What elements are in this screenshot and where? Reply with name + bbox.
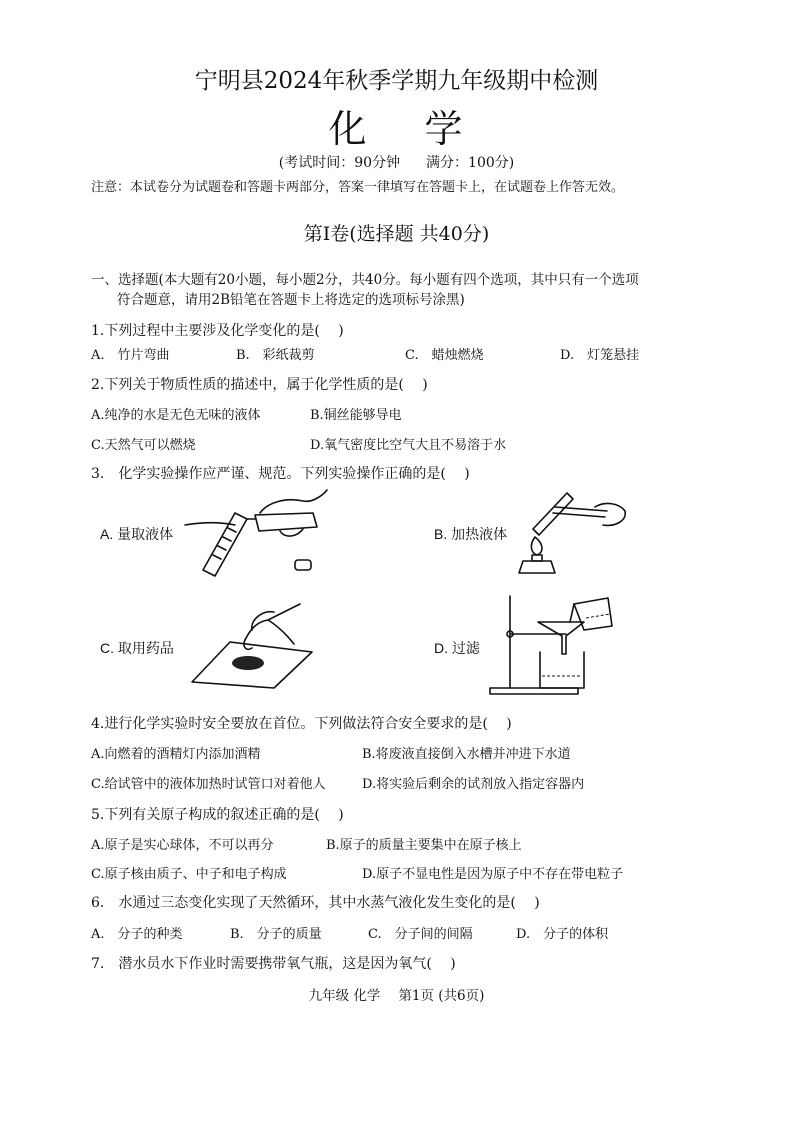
q4-option-b: B.将废液直接倒入水槽并冲进下水道: [362, 747, 571, 762]
footer-page-number: 第1页 (共6页): [398, 988, 485, 1004]
subject-char-2: 学: [424, 107, 465, 151]
figure-b-drawing: [515, 487, 635, 577]
section-instruction: [91, 270, 731, 310]
question-3-stem: 3. 化学实验操作应严谨、规范。下列实验操作正确的是( ): [91, 466, 470, 482]
q2-option-c: C.天然气可以燃烧: [91, 438, 196, 453]
q2-option-a: A.纯净的水是无色无味的液体: [91, 408, 261, 423]
q6-option-c: C. 分子间的间隔: [368, 927, 473, 942]
question-7-stem: 7. 潜水员水下作业时需要携带氧气瓶，这是因为氧气( ): [91, 956, 456, 972]
exam-title: 宁明县2024年秋季学期九年级期中检测: [194, 68, 599, 94]
q5-option-c: C.原子核由质子、中子和电子构成: [91, 867, 287, 882]
instruction-line-1: 一、选择题(本大题有20小题，每小题2分，共40分。每小题有四个选项，其中只有一个选项: [91, 272, 639, 288]
q1-option-c: C. 蜡烛燃烧: [405, 348, 484, 363]
exam-info: [0, 152, 793, 172]
q2-option-d: D.氧气密度比空气大且不易溶于水: [310, 438, 507, 453]
q1-option-a: A. 竹片弯曲: [91, 348, 170, 363]
q5-option-b: B.原子的质量主要集中在原子核上: [326, 838, 522, 853]
q4-option-c: C.给试管中的液体加热时试管口对着他人: [91, 777, 326, 792]
q5-option-a: A.原子是实心球体，不可以再分: [91, 838, 274, 853]
subject-title: [0, 98, 793, 153]
question-4-stem: 4.进行化学实验时安全要放在首位。下列做法符合安全要求的是( ): [91, 716, 512, 732]
question-6-stem: 6. 水通过三态变化实现了天然循环，其中水蒸气液化发生变化的是( ): [91, 895, 540, 911]
figure-d-label: D. 过滤: [434, 640, 480, 656]
section-title: 第Ⅰ卷(选择题 共40分): [303, 223, 490, 245]
q4-option-a: A.向燃着的酒精灯内添加酒精: [91, 747, 261, 762]
page-footer: [0, 984, 793, 1004]
q4-option-d: D.将实验后剩余的试剂放入指定容器内: [362, 777, 585, 792]
q6-option-b: B. 分子的质量: [230, 927, 322, 942]
question-5-stem: 5.下列有关原子构成的叙述正确的是( ): [91, 807, 344, 823]
figure-c-drawing: [190, 600, 315, 690]
figure-c-label: C. 取用药品: [100, 640, 174, 656]
subject-char-1: 化: [328, 107, 369, 151]
figure-a-label: A. 量取液体: [100, 526, 174, 542]
instruction-line-2: 符合题意，请用2B铅笔在答题卡上将选定的选项标号涂黑): [117, 292, 465, 308]
figure-a-drawing: [185, 485, 335, 580]
question-1-stem: 1.下列过程中主要涉及化学变化的是( ): [91, 323, 344, 339]
full-score: 满分：100分): [426, 155, 515, 171]
question-2-stem: 2.下列关于物质性质的描述中，属于化学性质的是( ): [91, 377, 428, 393]
q6-option-a: A. 分子的种类: [91, 927, 183, 942]
q2-option-b: B.铜丝能够导电: [310, 408, 402, 423]
exam-notice: 注意：本试卷分为试题卷和答题卡两部分，答案一律填写在答题卡上，在试题卷上作答无效。: [91, 180, 625, 195]
footer-grade-subject: 九年级 化学: [308, 988, 381, 1004]
q5-option-d: D.原子不显电性是因为原子中不存在带电粒子: [362, 867, 624, 882]
q1-option-d: D. 灯笼悬挂: [560, 348, 640, 363]
figure-b-label: B. 加热液体: [434, 526, 508, 542]
figure-d-drawing: [488, 592, 618, 696]
q1-option-b: B. 彩纸裁剪: [236, 348, 315, 363]
exam-time: (考试时间：90分钟: [278, 155, 401, 171]
q6-option-d: D. 分子的体积: [516, 927, 609, 942]
